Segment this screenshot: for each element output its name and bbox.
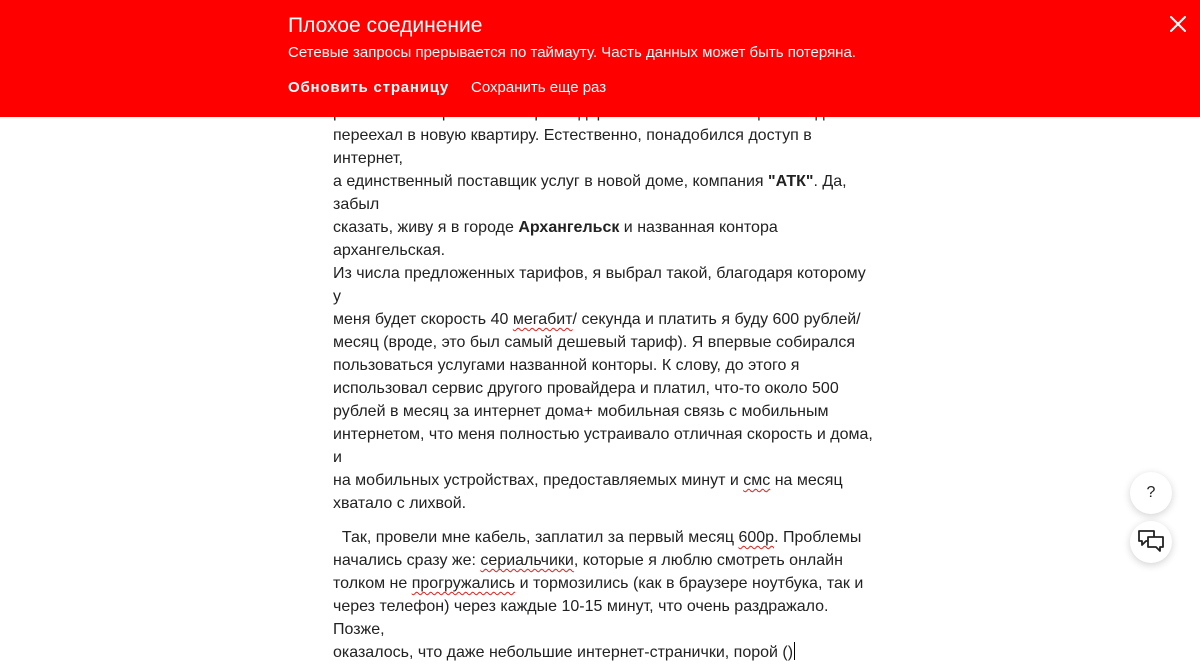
- text-line: . Да, забыл: [333, 173, 847, 213]
- paragraph-2[interactable]: [333, 526, 873, 664]
- text-line: хватало с лихвой.: [333, 495, 467, 512]
- article-body[interactable]: [333, 101, 873, 664]
- banner-message: Сетевые запросы прерывается по таймауту. Часть данных может быть потеряна.: [288, 44, 856, 61]
- text-line: а единственный поставщик услуг в новой доме, компания: [333, 173, 769, 190]
- text-line: переехал в новую квартиру. Естественно, понадобился доступ в интернет,: [333, 127, 812, 167]
- text-line: оказалось, что даже небольшие интернет-странички, порой (): [333, 644, 794, 661]
- question-icon: ?: [1146, 484, 1156, 501]
- text-line: и тормозились (как в браузере ноутбука, так и: [515, 575, 864, 592]
- text-line: на мобильных устройствах, предоставляемых минут и: [333, 472, 744, 489]
- chat-icon: [1137, 528, 1165, 557]
- text-line: и названная контора архангельская.: [333, 219, 778, 259]
- text-line: пользоваться услугами названной конторы. К слову, до этого я: [333, 357, 800, 374]
- misspelled-word[interactable]: мегабит: [512, 311, 573, 328]
- city-name: Архангельск: [518, 219, 620, 236]
- banner-actions: [288, 78, 606, 98]
- text-line: сказать, живу я в городе: [333, 219, 519, 236]
- text-line: использовал сервис другого провайдера и платил, что-то около 500: [333, 380, 839, 397]
- banner-title: Плохое соединение: [288, 14, 483, 37]
- text-line: Из числа предложенных тарифов, я выбрал такой, благодаря которому у: [333, 265, 866, 305]
- text-line: / секунда и платить я буду 600 рублей/: [572, 311, 861, 328]
- text-line: на месяц: [770, 472, 843, 489]
- misspelled-word[interactable]: прогружались: [411, 575, 516, 592]
- text-line: рублей в месяц за интернет дома+ мобильная связь с мобильным: [333, 403, 829, 420]
- text-line: месяц (вроде, это был самый дешевый тариф). Я впервые собирался: [333, 334, 855, 351]
- save-again-button[interactable]: Сохранить еще раз: [470, 79, 607, 96]
- chat-button[interactable]: [1130, 521, 1172, 563]
- text-line: . Проблемы: [774, 529, 862, 546]
- misspelled-word[interactable]: смс: [743, 472, 771, 489]
- text-cursor: [794, 642, 795, 660]
- text-line: начались сразу же:: [333, 552, 481, 569]
- misspelled-word[interactable]: сериальчики: [480, 552, 574, 569]
- text-line: интернетом, что меня полностью устраивало отличная скорость и дома, и: [333, 426, 873, 466]
- misspelled-word[interactable]: 600р: [738, 529, 775, 546]
- text-line: толком не: [333, 575, 412, 592]
- text-line: Так, провели мне кабель, заплатил за первый месяц: [333, 529, 739, 546]
- refresh-page-button[interactable]: Обновить страницу: [288, 79, 449, 96]
- close-icon[interactable]: [1166, 12, 1190, 36]
- text-line: , которые я люблю смотреть онлайн: [573, 552, 843, 569]
- paragraph-1[interactable]: [333, 101, 873, 515]
- connection-error-banner: [0, 0, 1200, 117]
- help-button[interactable]: [1130, 472, 1172, 514]
- text-line: меня будет скорость 40: [333, 311, 513, 328]
- text-line: через телефон) через каждые 10-15 минут, что очень раздражало. Позже,: [333, 598, 829, 638]
- company-name: "АТК": [768, 173, 814, 190]
